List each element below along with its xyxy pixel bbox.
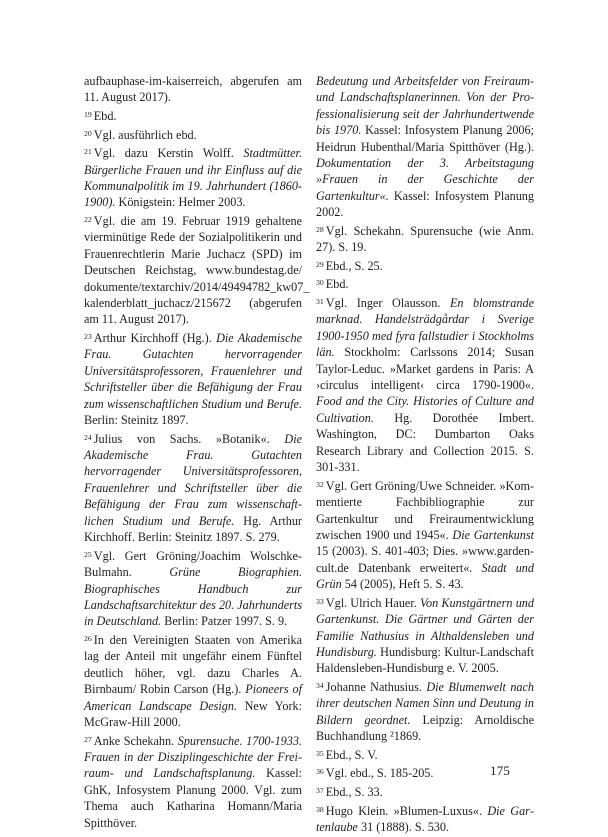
- footnote-37: [316, 783, 534, 800]
- footnote-text: Vgl. die am 19. Februar 1919 gehaltene vierminütige Rede der Sozialpolitikerin und Frauenrechtlerin Marie Juchacz (SPD) im Deutschen Reichstag, www.bundestag.de/ dokumente/textarchiv/2014/49494782_kw07_ kalenderblatt_juchacz/215672 (abgerufen am 11. August 2017).: [84, 214, 310, 327]
- footnote-title-italic: Bedeutung und Arbeitsfelder von Freiraum- und Landschaftsplanerinnen. Von der Professionalisierung seit der Jahrhundertwende bis 1970.: [316, 74, 534, 138]
- footnote-text: Hundisburg: Kultur-Landschaft Haldensleben-Hundisburg e. V. 2005.: [316, 644, 534, 676]
- footnote-text: Leipzig: Arnoldische Buchhandlung ²1869.: [316, 712, 534, 744]
- footnote-number: 21: [84, 147, 92, 157]
- footnote-text: Vgl. Inger Olausson.: [325, 296, 450, 311]
- footnote-26: [84, 631, 302, 730]
- footnote-text: Johanne Nathusius.: [325, 679, 427, 694]
- footnote-29: [316, 257, 534, 274]
- footnote-25: [84, 547, 302, 630]
- footnote-32: [316, 477, 534, 593]
- footnote-continuation: [316, 73, 534, 221]
- footnote-title-italic: Die Blumenwelt nach ihrer deutschen Namen Sinn und Deutung in Bildern geordnet.: [316, 679, 535, 727]
- footnote-text: Vgl. Schekahn. Spurensuche (wie Anm. 27). S. 19.: [316, 223, 534, 255]
- footnote-text: Stockholm: Carlssons 2014; Susan Taylor-Leduc. »Market gardens in Paris: A ›circulus intelligent‹ circa 1790-1900«.: [316, 345, 534, 393]
- footnote-title-italic: En blomstrande marknad. Handelsträdgårdar i Sverige 1900-1950 med fyra fallstudier i Stockholms län.: [316, 296, 534, 360]
- footnote-title-italic: Grüne Biographien. Biographisches Handbuch zur Landschaftsarchitektur des 20. Jahrhunderts in Deutschland.: [84, 565, 303, 629]
- footnote-title-italic: Dokumentation der 3. Arbeitstagung »Frauen in der Geschichte der Gartenkultur«.: [316, 156, 534, 203]
- footnote-number: 37: [316, 785, 324, 795]
- footnote-number: 24: [84, 432, 92, 442]
- footnote-text: Vgl. Gert Gröning/Uwe Schneider. »Kommentierte Fachbibliographie zur Gartenkultur und Freiraumentwicklung zwischen 1900 und 1945«.: [316, 478, 534, 542]
- footnote-number: 23: [84, 332, 92, 342]
- footnote-35: [316, 746, 534, 763]
- footnote-text: Königstein: Helmer 2003.: [115, 195, 246, 210]
- footnote-number: 28: [316, 224, 324, 234]
- footnote-text: Ebd.: [93, 109, 117, 123]
- footnote-20: [84, 126, 302, 143]
- footnote-text: 15 (2003). S. 401-403; Dies. »www.garden-cult.de Datenbank erweitert«.: [316, 544, 534, 575]
- footnote-number: 36: [316, 767, 324, 777]
- footnote-number: 25: [84, 549, 92, 559]
- footnote-text: Kassel: Infosystem Planung 2002.: [316, 188, 534, 220]
- footnote-text: Hg. Arthur Kirchhoff. Berlin: Steinitz 1897. S. 279.: [84, 513, 302, 545]
- footnote-number: 32: [316, 479, 324, 489]
- footnote-number: 27: [84, 734, 92, 744]
- footnote-19: [84, 107, 302, 124]
- footnote-28: [316, 222, 534, 256]
- footnote-title-italic: Von Kunstgärtnern und Gartenkunst. Die Gärtner und Gärten der Familie Nathusius in Althaldensleben und Hundisburg.: [316, 595, 534, 659]
- footnote-number: 34: [316, 680, 324, 690]
- footnote-21: [84, 144, 302, 211]
- footnote-text: Vgl. dazu Kerstin Wolff.: [93, 146, 244, 161]
- footnotes-column-right: [316, 73, 534, 837]
- footnote-text: Kassel: GhK, Infosystem Planung 2000. Vgl. zum Thema auch Katharina Homann/Maria Spitthöver.: [84, 766, 302, 830]
- page-number: 175: [490, 763, 511, 778]
- footnote-number: 20: [84, 128, 92, 138]
- footnote-title-italic: Stadtmütter. Bürgerliche Frauen und ihr Einfluss auf die Kommunalpolitik im 19. Jahrhundert (1860-1900).: [84, 146, 302, 210]
- footnote-number: 26: [84, 633, 92, 643]
- footnotes-column-left: [84, 73, 310, 832]
- footnote-title-italic: Food and the City. Histories of Culture and Cultivation.: [316, 394, 534, 425]
- footnote-text: Ebd., S. 33.: [325, 784, 383, 799]
- footnote-continuation: [84, 73, 302, 106]
- footnote-23: [84, 329, 302, 428]
- footnote-34: [316, 678, 534, 745]
- footnote-number: 30: [316, 278, 324, 288]
- footnote-text: 54 (2005), Heft 5. S. 43.: [341, 577, 464, 592]
- footnote-text: aufbauphase-im-kaiserreich, abgerufen am 11. August 2017).: [84, 74, 302, 105]
- footnote-text: Berlin: Patzer 1997. S. 9.: [161, 614, 288, 629]
- footnote-number: 19: [84, 110, 92, 119]
- footnote-30: [316, 275, 534, 292]
- footnote-title-italic: Die Gartenlaube: [316, 803, 534, 834]
- footnote-number: 29: [316, 259, 324, 269]
- footnote-number: 31: [316, 297, 324, 307]
- footnote-number: 33: [316, 596, 324, 606]
- footnote-title-italic: Spurensuche. 1700-1933. Frauen in der Disziplingeschichte der Freiraum- und Landschaftsplanung.: [84, 733, 302, 781]
- footnote-text: Vgl. ebd., S. 185-205.: [325, 766, 434, 781]
- footnote-text: Ebd.: [325, 277, 349, 292]
- footnote-title-italic: Die Akademische Frau. Gutachten hervorragender Universitätsprofessoren, Frauenlehrer und Schriftsteller über die Befähigung der Frau zum wissenschaftlichen Studium und Berufe.: [84, 331, 303, 411]
- footnote-number: 38: [316, 804, 324, 814]
- footnote-24: [84, 430, 302, 546]
- footnote-38: [316, 802, 534, 836]
- footnote-text: Vgl. ausführlich ebd.: [93, 127, 197, 142]
- footnote-text: Hugo Klein. »Blumen-Luxus«.: [325, 803, 488, 818]
- footnote-text: New York: McGraw-Hill 2000.: [84, 698, 302, 729]
- footnote-31: [316, 294, 534, 475]
- footnote-text: Arthur Kirchhoff (Hg.).: [93, 331, 217, 346]
- footnote-text: Anke Schekahn.: [93, 733, 178, 748]
- footnote-text: 31 (1888). S. 530.: [357, 819, 450, 834]
- footnote-number: 22: [84, 215, 92, 224]
- footnote-text: Hg. Dorothée Imbert. Washington, DC: Dumbarton Oaks Research Library and Collection 2015. S. 301-331.: [316, 410, 534, 475]
- footnote-number: 35: [316, 748, 324, 758]
- footnote-title-italic: Die Akademische Frau. Gutachten hervorragender Universitätsprofessoren, Frauenlehrer und Schriftsteller über die Befähigung der Frau zum wissenschaftlichen Studium und Berufe.: [84, 431, 302, 528]
- footnote-27: [84, 732, 302, 831]
- footnote-text: Berlin: Steinitz 1897.: [84, 413, 189, 428]
- footnote-33: [316, 594, 534, 677]
- footnote-text: Vgl. Ulrich Hauer.: [325, 595, 420, 610]
- footnote-text: Ebd., S. 25.: [325, 258, 383, 273]
- footnote-text: Ebd., S. V.: [325, 747, 378, 762]
- footnote-22: [84, 212, 310, 328]
- footnote-text: In den Vereinigten Staaten von Amerika lag der Anteil mit ungefähr einem Fünftel deutlich höher, vgl. dazu Charles A. Birnbaum/ Robin Carson (Hg.).: [84, 632, 302, 697]
- footnote-text: Kassel: Infosystem Planung 2006; Heidrun Hubenthal/Maria Spitthöver (Hg.).: [316, 123, 534, 154]
- footnote-text: Vgl. Gert Gröning/Joachim Wolschke-Bulmahn.: [84, 548, 302, 580]
- footnote-title-italic: Die Gartenkunst: [452, 527, 534, 542]
- footnote-text: Julius von Sachs. »Botanik«.: [93, 431, 285, 446]
- footnote-title-italic: Stadt und Grün: [316, 560, 534, 592]
- footnote-title-italic: Pioneers of American Landscape Design.: [84, 682, 302, 713]
